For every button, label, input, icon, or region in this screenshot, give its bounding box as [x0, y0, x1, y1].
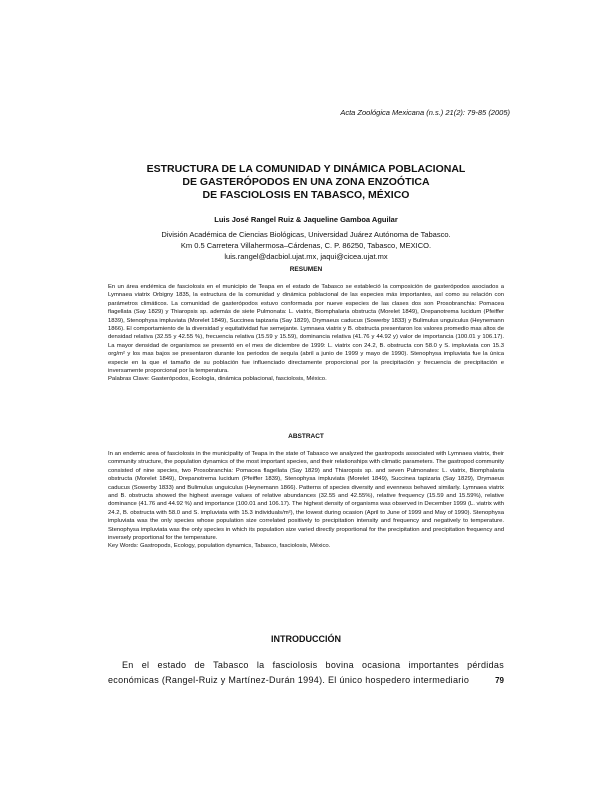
- resumen-text: En un área endémica de fasciolosis en el municipio de Teapa en el estado de Tabasco se estableció la composición de gasterópodos asociados a Lymnaea viatrix Orbigny 1835, la estructura de la comunidad y dinámica poblacional de las especies más importantes, así como su relación con parámetros climáticos. La comunidad de gasterópodos estuvo conformada por nueve especies de las clases dos son Prosobranchia: Pomacea flagellata (Say 1829) y Thiaropsis sp. además de siete Pulmonata: L. viatrix, Biomphalaria obstructa (Morelet 1849), Drepanotrema lucidum (Pfeiffer 1839), Stenophysa impluviata (Morelet 1849), Succinea tapizaria (Say 1829), Drymaeus caducus (Sowerby 1833) y Bulimulus unguiculus (Heynemann 1866). El comportamiento de la diversidad y equitatividad fue semejante. Lymnaea viatrix y B. obstructa presentaron los valores promedio mas altos de densidad relativa (32.55 y 42.55 %), frecuencia relativa (15.59 y 15.59), dominancia relativa (41.76 y 44.92 y) valor de importancia (100.01 y 106.17). La mayor densidad de organismos se presentó en el mes de diciembre de 1999: L. viatrix con 24.2, B. obstructa con 58.0 y S. impluviata con 15.3 org/m² y los mas bajos se presentaron durante los periodos de sequía (abril a junio de 1999 y mayo de 1990). Stenophysa impluviata fue la única especie en la que el tamaño de su población fue influenciado directamente proporcional por la precipitación y frecuencia de precipitación e inversamente proporcional por la temperatura.: [108, 284, 504, 375]
- abstract-keywords: Key Words: Gastropods, Ecology, population dynamics, Tabasco, fasciolosis, México.: [108, 543, 331, 550]
- affiliation-emails: luis.rangel@dacbiol.ujat.mx, jaqui@cicea.ujat.mx: [224, 252, 388, 261]
- affiliation: [90, 229, 522, 262]
- title-line-3: DE FASCIOLOSIS EN TABASCO, MÉXICO: [202, 189, 410, 201]
- affiliation-line-2: Km 0.5 Carretera Villahermosa–Cárdenas, C. P. 86250, Tabasco, MEXICO.: [180, 241, 432, 250]
- author-list: Luis José Rangel Ruiz & Jaqueline Gamboa Aguilar: [214, 215, 398, 224]
- paper-title: [90, 163, 522, 202]
- introduction-body: [108, 658, 504, 688]
- resumen-heading: RESUMEN: [289, 266, 323, 273]
- resumen-block: [108, 283, 504, 423]
- introduction-heading: INTRODUCCIÓN: [271, 634, 341, 644]
- affiliation-line-1: División Académica de Ciencias Biológicas, Universidad Juárez Autónoma de Tabasco.: [161, 230, 451, 239]
- introduction-paragraph: En el estado de Tabasco la fasciolosis bovina ocasiona importantes pérdidas económicas (Rangel-Ruiz y Martínez-Durán 1994). El único hospedero intermediario: [108, 660, 504, 685]
- abstract-text: In an endemic area of fasciolosis in the municipality of Teapa in the state of Tabasco we analyzed the gastropods associated with Lymnaea viatrix, their community structure, the population dynamics of the most important species, and their relationships with climatic parameters. The gastropod community consisted of nine species, two Prosobranchia: Pomacea flagellata (Say 1829) and Thiaropsis sp. and seven Pulmonates: L. viatrix, Biomphalaria obstructa (Morelet 1849), Drepanotrema lucidum (Pfeiffer 1839), Stenophysa impluviata (Morelet 1849), Succinea tapizaria (Say 1829), Drymaeus caducus (Sowerby 1833) and Bulimulus unguiculus (Heynemann 1866). Patterns of species diversity and evenness behaved similarly. Lymnaea viatrix and B. obstructa showed the highest average values of relative abundances (32.55 and 42.55%), relative frequency (15.59 and 15.59%), relative dominance (41.76 and 44.92 %) and importance (100.01 and 106.17). The highest density of organisms was observed in December 1999 (L. viatrix with 24.2, B. obstructa with 58.0 and S. impluviata with 15.3 individuals/m²), the lowest during ocasion (April to June of 1999 and May of 1990). Stenophysa impluviata was the only species whose population size correlated positively to precipitation intensity and frequency and negatively to temperature. Stenophysa impluviata was the only species in which its population size varied directly proportional for the precipitation and precipitation frequency and inversely proportional for the temperature.: [108, 451, 504, 542]
- title-line-2: DE GASTERÓPODOS EN UNA ZONA ENZOÓTICA: [182, 176, 430, 188]
- resumen-keywords: Palabras Clave: Gasterópodos, Ecología, dinámica poblacional, fasciolosis, México.: [108, 376, 327, 383]
- page-number: 79: [495, 676, 504, 685]
- abstract-block: [108, 450, 504, 618]
- abstract-heading: ABSTRACT: [288, 433, 324, 440]
- title-line-1: ESTRUCTURA DE LA COMUNIDAD Y DINÁMICA POBLACIONAL: [146, 163, 466, 175]
- journal-citation: Acta Zoológica Mexicana (n.s.) 21(2): 79-85 (2005): [340, 108, 510, 117]
